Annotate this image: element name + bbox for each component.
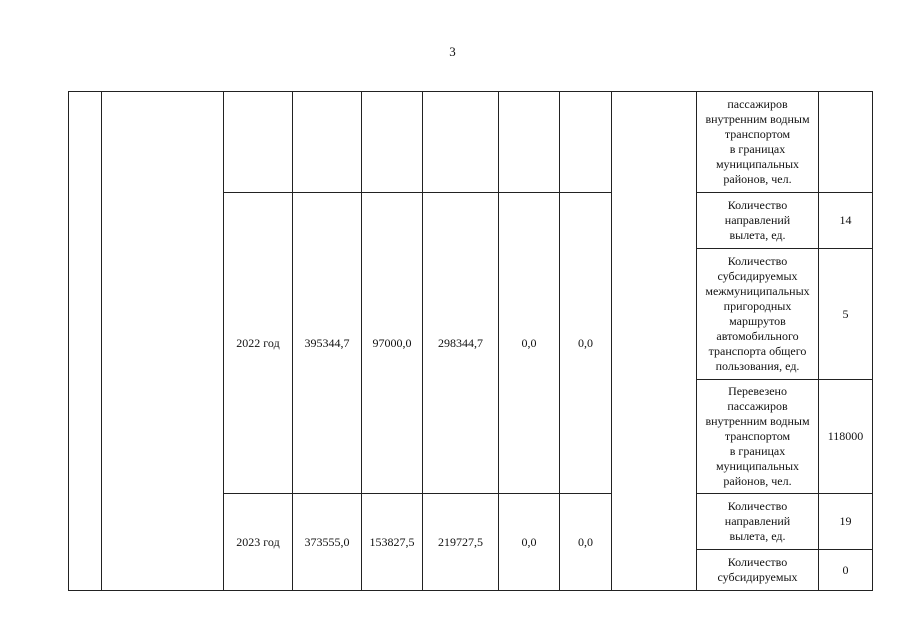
executor-cell [612, 92, 697, 591]
year-cell-prev [224, 92, 293, 193]
funding-cell-prev [362, 92, 423, 193]
funding-cell-prev [423, 92, 499, 193]
page-number: 3 [449, 44, 456, 59]
funding-amount-cell: 97000,0 [362, 193, 423, 494]
indicator-name: Количество направлений вылета, ед. [697, 193, 819, 249]
funding-amount-cell: 219727,5 [423, 494, 499, 591]
indicator-value: 19 [819, 494, 873, 550]
indicator-value: 0 [819, 550, 873, 591]
row-number-cell [69, 92, 102, 591]
indicator-name: Количество субсидируемых межмуниципальных пригородных маршрутов автомобильного транспорта общего пользования, ед. [697, 249, 819, 380]
funding-amount-cell: 0,0 [499, 494, 560, 591]
total-amount-cell: 395344,7 [293, 193, 362, 494]
measure-name-cell [102, 92, 224, 591]
indicator-value [819, 92, 873, 193]
indicator-value: 118000 [819, 380, 873, 494]
total-amount-cell: 373555,0 [293, 494, 362, 591]
funding-cell-prev [499, 92, 560, 193]
funding-amount-cell: 0,0 [499, 193, 560, 494]
total-cell-prev [293, 92, 362, 193]
indicator-value: 14 [819, 193, 873, 249]
indicator-name: Количество субсидируемых [697, 550, 819, 591]
indicator-value: 5 [819, 249, 873, 380]
year-cell: 2023 год [224, 494, 293, 591]
year-cell: 2022 год [224, 193, 293, 494]
funding-amount-cell: 298344,7 [423, 193, 499, 494]
indicator-name: Перевезено пассажиров внутренним водным транспортом в границах муниципальных районов, чел. [697, 380, 819, 494]
indicator-name: Количество направлений вылета, ед. [697, 494, 819, 550]
funding-amount-cell: 0,0 [560, 494, 612, 591]
table-row [69, 92, 873, 193]
funding-cell-prev [560, 92, 612, 193]
budget-table [68, 91, 873, 591]
indicator-name: пассажиров внутренним водным транспортом в границах муниципальных районов, чел. [697, 92, 819, 193]
funding-amount-cell: 0,0 [560, 193, 612, 494]
funding-amount-cell: 153827,5 [362, 494, 423, 591]
